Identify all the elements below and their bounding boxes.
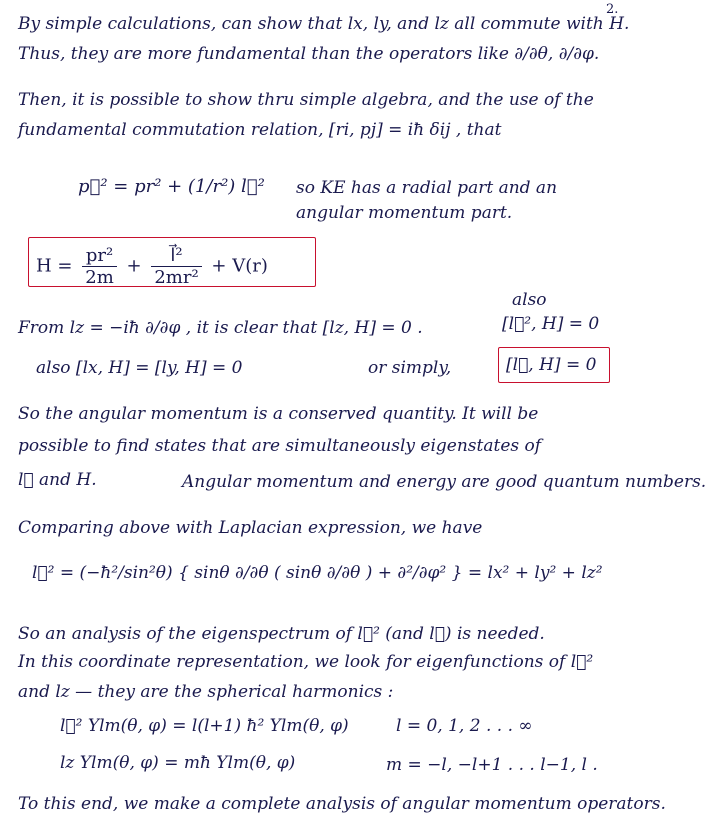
plus-sign: + xyxy=(126,255,142,277)
l-commutator: [l⃗, H] = 0 xyxy=(506,355,597,375)
line-to-this-end: To this end, we make a complete analysis of angular momentum operators. xyxy=(18,794,666,814)
also-label: also xyxy=(512,290,547,310)
line-commutation: fundamental commutation relation, [ri, pj] = iħ δij , that xyxy=(18,120,502,140)
page-number: 2. xyxy=(606,2,619,17)
line-then: Then, it is possible to show thru simple algebra, and the use of the xyxy=(18,90,594,110)
m-values: m = −l, −l+1 . . . l−1, l . xyxy=(386,755,598,775)
radial-term-numerator: pr² xyxy=(82,245,117,267)
line-conserved: So the angular momentum is a conserved quantity. It will be xyxy=(18,404,539,424)
or-simply-label: or simply, xyxy=(368,358,452,378)
equation-lz-eigen: lz Ylm(θ, φ) = mħ Ylm(θ, φ) xyxy=(60,753,296,773)
note-angular: angular momentum part. xyxy=(296,203,513,223)
l-squared-commutator: [l⃗², H] = 0 xyxy=(502,314,600,334)
line-spherical-harmonics: and lz — they are the spherical harmonics : xyxy=(18,682,394,702)
line-fundamental: Thus, they are more fundamental than the operators like ∂/∂θ, ∂/∂φ. xyxy=(18,44,600,64)
note-radial: so KE has a radial part and an xyxy=(296,178,558,198)
radial-kinetic-term xyxy=(82,245,117,288)
l-values: l = 0, 1, 2 . . . ∞ xyxy=(396,716,533,736)
line-comparing: Comparing above with Laplacian expression, we have xyxy=(18,518,483,538)
equation-l-squared-eigen: l⃗² Ylm(θ, φ) = l(l+1) ħ² Ylm(θ, φ) xyxy=(60,716,349,736)
line-l-and-h: l⃗ and H. xyxy=(18,470,97,490)
potential-term: + V(r) xyxy=(211,255,268,277)
angular-kinetic-term xyxy=(151,245,201,288)
equation-l-squared: l⃗² = (−ħ²/sin²θ) { sinθ ∂/∂θ ( sinθ ∂/∂θ ) + ∂²/∂φ² } = lx² + ly² + lz² xyxy=(32,563,603,583)
line-good-quantum-numbers: Angular momentum and energy are good quantum numbers. xyxy=(182,472,706,492)
angular-term-denominator: 2mr² xyxy=(154,267,199,288)
hamiltonian-equation xyxy=(36,245,268,288)
hamiltonian-lhs: H = xyxy=(36,255,73,277)
line-also-lx-ly: also [lx, H] = [ly, H] = 0 xyxy=(36,358,243,378)
line-eigenspectrum: So an analysis of the eigenspectrum of l⃗² (and l⃗) is needed. xyxy=(18,624,545,644)
line-commute: By simple calculations, can show that lx, ly, and lz all commute with H. xyxy=(18,14,630,34)
radial-term-denominator: 2m xyxy=(85,267,114,288)
angular-term-numerator: l⃗² xyxy=(151,245,201,267)
line-from-lz: From lz = −iħ ∂/∂φ , it is clear that [lz, H] = 0 . xyxy=(18,318,423,338)
equation-p-squared: p⃗² = pr² + (1/r²) l⃗² xyxy=(78,176,265,197)
line-coordinate-rep: In this coordinate representation, we look for eigenfunctions of l⃗² xyxy=(18,652,594,672)
line-simultaneous: possible to find states that are simultaneously eigenstates of xyxy=(18,436,542,456)
